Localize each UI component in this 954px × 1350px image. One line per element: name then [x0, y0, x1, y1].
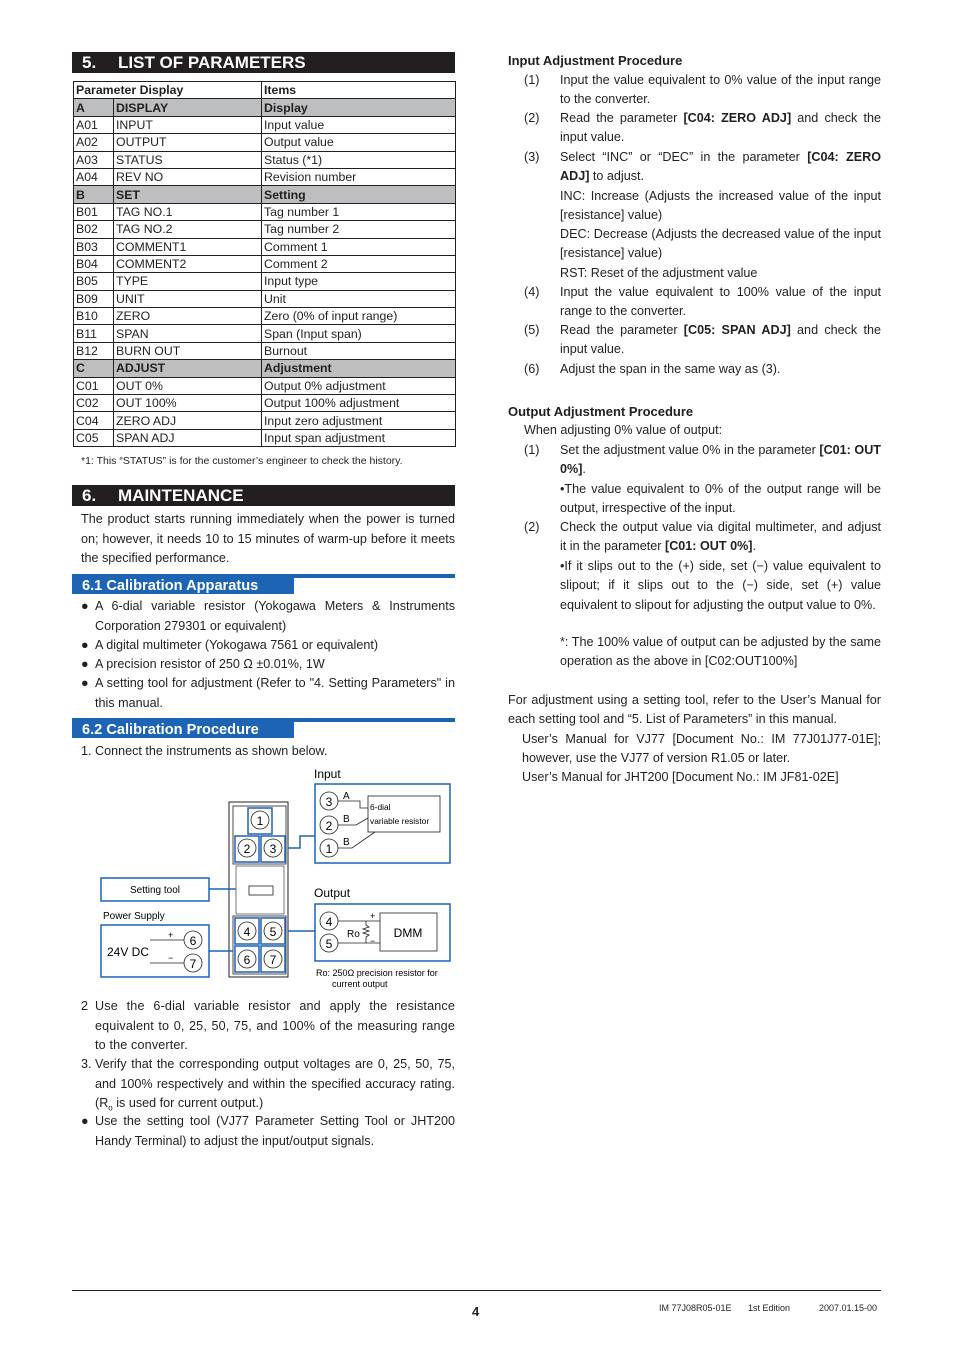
- minus-sign: −: [168, 953, 174, 963]
- resistor-label: variable resistor: [370, 816, 430, 826]
- page-number: 4: [472, 1304, 480, 1319]
- terminal-label: 1: [325, 842, 333, 856]
- output-adj-intro: When adjusting 0% value of output:: [524, 423, 723, 437]
- bullet-item: [81, 1112, 455, 1151]
- step-3-text: Verify that the corresponding output voltages are 0, 25, 50, 75, and 100% respectively and within the specified accuracy rating. (R: [95, 1057, 455, 1110]
- parameter-display: TAG NO.1: [114, 203, 262, 220]
- item-number: (1): [524, 73, 540, 87]
- parameter-code: C02: [74, 395, 114, 412]
- input-wire: [288, 836, 315, 848]
- date: 2007.01.15-00: [819, 1303, 878, 1313]
- parameter-code: C04: [74, 412, 114, 429]
- output-adj-step: [560, 518, 881, 557]
- parameter-item: Output 100% adjustment: [262, 395, 456, 412]
- subsection-title: 6.1 Calibration Apparatus: [72, 578, 294, 594]
- parameter-display: SPAN: [114, 325, 262, 342]
- terminal-a-label: A: [343, 791, 350, 802]
- parameter-item: Unit: [262, 290, 456, 307]
- table-row: [74, 342, 456, 359]
- table-row: [74, 116, 456, 133]
- step-text: Check the output value via digital multimeter, and adjust it in the parameter: [560, 520, 881, 554]
- input-adj-step: [560, 321, 881, 360]
- input-adj-step: Input the value equivalent to 100% value of the input range to the converter.: [560, 285, 881, 319]
- terminal-label: 2: [243, 842, 251, 856]
- step-2-number: 2: [81, 999, 89, 1013]
- parameter-display: ZERO: [114, 308, 262, 325]
- jht200-manual-ref: User’s Manual for JHT200 [Document No.: IM JF81-02E]: [522, 770, 839, 784]
- output-adj-note: •The value equivalent to 0% of the output range will be output, irrespective of the input.: [560, 482, 881, 516]
- input-adj-step: [560, 109, 881, 148]
- step-1: 1. Connect the instruments as shown below.: [81, 744, 328, 758]
- parameter-ref: [C04: ZERO ADJ]: [560, 150, 881, 184]
- terminal-label: 4: [243, 925, 251, 939]
- wiring-diagram: [95, 762, 457, 994]
- terminal-label: 7: [269, 953, 277, 967]
- table-row: [74, 168, 456, 185]
- subsection-6-2-heading: [72, 718, 455, 738]
- parameter-item: Output 0% adjustment: [262, 377, 456, 394]
- output-adj-note: *: The 100% value of output can be adjusted by the same operation as the above in [C02:OUT100%]: [560, 635, 881, 669]
- minus-sign: −: [370, 936, 376, 946]
- parameter-item: Tag number 1: [262, 203, 456, 220]
- section-title: LIST OF PARAMETERS: [118, 53, 306, 72]
- step-text: and check the input value.: [560, 323, 881, 357]
- parameter-display: ZERO ADJ: [114, 412, 262, 429]
- bullet-text: A setting tool for adjustment (Refer to "4. Setting Parameters" in this manual.: [95, 676, 455, 710]
- edition: 1st Edition: [748, 1303, 791, 1313]
- table-row: [74, 203, 456, 220]
- parameter-code: B05: [74, 273, 114, 290]
- terminal-label: 7: [189, 957, 197, 971]
- step-text: and check the input value.: [560, 111, 881, 145]
- parameter-display: OUTPUT: [114, 134, 262, 151]
- document-number: IM 77J08R05-01E: [659, 1303, 732, 1313]
- parameter-ref: [C01: OUT 0%]: [665, 539, 753, 554]
- parameter-code: A03: [74, 151, 114, 168]
- ro-note: Ro: 250Ω precision resistor for: [316, 968, 438, 978]
- table-group-row: [74, 99, 456, 116]
- item-number: (3): [524, 150, 540, 164]
- parameter-code: B09: [74, 290, 114, 307]
- closing-paragraph: For adjustment using a setting tool, refer to the User’s Manual for each setting tool and “5. List of Parameters” in this manual.: [508, 693, 881, 727]
- bullet-item: [81, 674, 455, 713]
- table-row: [74, 377, 456, 394]
- parameter-item: Input type: [262, 273, 456, 290]
- item-number: (4): [524, 285, 540, 299]
- bullet-text: A digital multimeter (Yokogawa 7561 or equivalent): [95, 638, 379, 652]
- output-adjustment-title: Output Adjustment Procedure: [508, 404, 694, 419]
- step-3-number: 3.: [81, 1057, 92, 1071]
- parameter-code: A04: [74, 168, 114, 185]
- item-number: (2): [524, 111, 540, 125]
- step-3: [95, 1055, 455, 1118]
- parameter-item: Adjustment: [262, 360, 456, 377]
- parameter-item: Input zero adjustment: [262, 412, 456, 429]
- parameter-code: B04: [74, 255, 114, 272]
- parameter-code: B10: [74, 308, 114, 325]
- table-group-row: [74, 186, 456, 203]
- parameter-item: Display: [262, 99, 456, 116]
- setting-connector: [249, 886, 273, 895]
- terminal-label: 5: [325, 937, 333, 951]
- step-text: .: [752, 539, 756, 554]
- maintenance-intro: The product starts running immediately when the power is turned on; however, it needs 10 to 15 minutes of warm-up before it meets the specified performance.: [81, 512, 455, 565]
- ro-note: current output: [332, 979, 388, 989]
- parameter-code: C01: [74, 377, 114, 394]
- terminal-b-label: B: [343, 837, 350, 848]
- input-label: Input: [314, 767, 341, 781]
- parameter-display: STATUS: [114, 151, 262, 168]
- parameter-code: A02: [74, 134, 114, 151]
- terminal-label: 5: [269, 925, 277, 939]
- terminal-label: 4: [325, 915, 333, 929]
- table-row: [74, 255, 456, 272]
- table-row: [74, 325, 456, 342]
- parameter-item: Setting: [262, 186, 456, 203]
- parameter-ref: [C01: OUT 0%]: [560, 443, 881, 477]
- dmm-label: DMM: [393, 926, 423, 940]
- terminal-b-label: B: [343, 814, 350, 825]
- inc-description: INC: Increase (Adjusts the increased value of the input [resistance] value): [560, 189, 881, 223]
- vj77-manual-ref: User’s Manual for VJ77 [Document No.: IM 77J01J77-01E]; however, use the VJ77 of version R1.05 or later.: [522, 732, 881, 766]
- parameter-code: B03: [74, 238, 114, 255]
- parameter-display: SET: [114, 186, 262, 203]
- step-text: .: [582, 462, 586, 477]
- section-6-heading: [72, 485, 455, 506]
- section-number: 6.: [82, 486, 97, 505]
- table-row: [74, 308, 456, 325]
- table-row: [74, 273, 456, 290]
- power-supply-label: Power Supply: [103, 911, 165, 922]
- table-row: [74, 221, 456, 238]
- parameter-display: OUT 0%: [114, 377, 262, 394]
- parameter-item: Tag number 2: [262, 221, 456, 238]
- input-adj-step: Adjust the span in the same way as (3).: [560, 362, 781, 376]
- table-row: [74, 134, 456, 151]
- step-text: to adjust.: [589, 169, 644, 184]
- parameter-display: OUT 100%: [114, 395, 262, 412]
- output-label: Output: [314, 886, 351, 900]
- parameter-display: COMMENT2: [114, 255, 262, 272]
- item-number: (5): [524, 323, 540, 337]
- terminal-label: 2: [325, 819, 333, 833]
- output-adj-note: •If it slips out to the (+) side, set (−) value equivalent to slipout; if it slips out to the (−) side, set (+) value equivalent to slipout for adjusting the output value to 0%.: [560, 559, 881, 612]
- parameter-display: COMMENT1: [114, 238, 262, 255]
- bullet-icon: ●: [81, 657, 89, 671]
- table-header-cell: Items: [262, 82, 456, 99]
- setting-tool-label: Setting tool: [129, 885, 181, 896]
- parameter-code: B02: [74, 221, 114, 238]
- bullet-icon: ●: [81, 1114, 89, 1128]
- footer-rule: [72, 1290, 881, 1291]
- terminal-label: 1: [256, 814, 264, 828]
- terminal-label: 3: [325, 795, 333, 809]
- ro-label: Ro: [347, 929, 360, 940]
- input-adjustment-title: Input Adjustment Procedure: [508, 53, 683, 68]
- parameter-display: INPUT: [114, 116, 262, 133]
- parameter-item: Output value: [262, 134, 456, 151]
- parameter-display: SPAN ADJ: [114, 429, 262, 446]
- input-adj-step: Input the value equivalent to 0% value of the input range to the converter.: [560, 73, 881, 107]
- parameter-display: UNIT: [114, 290, 262, 307]
- table-row: [74, 395, 456, 412]
- subsection-6-1-heading: [72, 574, 455, 594]
- parameter-code: B11: [74, 325, 114, 342]
- parameter-item: Input value: [262, 116, 456, 133]
- parameter-table: [73, 81, 456, 447]
- step-text: Read the parameter: [560, 323, 684, 337]
- parameter-display: DISPLAY: [114, 99, 262, 116]
- parameter-item: Zero (0% of input range): [262, 308, 456, 325]
- parameter-item: Comment 2: [262, 255, 456, 272]
- parameter-item: Comment 1: [262, 238, 456, 255]
- table-header-row: [74, 82, 456, 99]
- step-3-tail: is used for current output.): [112, 1096, 264, 1110]
- dec-description: DEC: Decrease (Adjusts the decreased value of the input [resistance] value): [560, 227, 881, 261]
- subsection-title: 6.2 Calibration Procedure: [72, 722, 294, 738]
- table-row: [74, 151, 456, 168]
- bullet-item: [81, 655, 455, 675]
- power-supply-voltage: 24V DC: [107, 945, 150, 959]
- bullet-text: A 6-dial variable resistor (Yokogawa Meters & Instruments Corporation 279301 or equivalent): [95, 599, 455, 633]
- table-row: [74, 290, 456, 307]
- plus-sign: +: [370, 911, 376, 921]
- table-group-row: [74, 360, 456, 377]
- parameter-display: TAG NO.2: [114, 221, 262, 238]
- step-text: Select “INC” or “DEC” in the parameter: [560, 150, 808, 164]
- table-header-cell: Parameter Display: [74, 82, 262, 99]
- parameter-code: C: [74, 360, 114, 377]
- step-text: Set the adjustment value 0% in the parameter: [560, 443, 820, 457]
- table-row: [74, 238, 456, 255]
- parameter-item: Status (*1): [262, 151, 456, 168]
- parameter-display: REV NO: [114, 168, 262, 185]
- item-number: (2): [524, 520, 540, 534]
- parameter-item: Burnout: [262, 342, 456, 359]
- output-adj-step: [560, 441, 881, 480]
- parameter-item: Span (Input span): [262, 325, 456, 342]
- item-number: (1): [524, 443, 540, 457]
- bullet-item: [81, 636, 455, 656]
- section-5-heading: [72, 52, 455, 73]
- parameter-item: Revision number: [262, 168, 456, 185]
- parameter-ref: [C05: SPAN ADJ]: [683, 323, 791, 337]
- parameter-display: BURN OUT: [114, 342, 262, 359]
- table-row: [74, 412, 456, 429]
- rst-description: RST: Reset of the adjustment value: [560, 266, 758, 280]
- parameter-ref: [C04: ZERO ADJ]: [683, 111, 792, 125]
- bullet-icon: ●: [81, 676, 89, 690]
- bullet-text: A precision resistor of 250 Ω ±0.01%, 1W: [95, 657, 325, 671]
- item-number: (6): [524, 362, 540, 376]
- parameter-display: TYPE: [114, 273, 262, 290]
- parameter-code: A: [74, 99, 114, 116]
- bullet-icon: ●: [81, 599, 89, 613]
- input-adj-step: [560, 148, 881, 187]
- bullet-icon: ●: [81, 638, 89, 652]
- terminal-label: 6: [243, 953, 251, 967]
- parameter-code: B12: [74, 342, 114, 359]
- section-number: 5.: [82, 53, 97, 72]
- bullet-item: [81, 597, 455, 636]
- parameter-display: ADJUST: [114, 360, 262, 377]
- plus-sign: +: [168, 930, 174, 940]
- parameter-code: B01: [74, 203, 114, 220]
- bullet-text: Use the setting tool (VJ77 Parameter Setting Tool or JHT200 Handy Terminal) to adjust the input/output signals.: [95, 1114, 455, 1148]
- step-text: Read the parameter: [560, 111, 684, 125]
- parameter-code: A01: [74, 116, 114, 133]
- parameter-item: Input span adjustment: [262, 429, 456, 446]
- resistor-label: 6-dial: [370, 802, 391, 812]
- terminal-label: 6: [189, 934, 197, 948]
- parameter-code: B: [74, 186, 114, 203]
- terminal-label: 3: [269, 842, 277, 856]
- parameter-code: C05: [74, 429, 114, 446]
- table-footnote: *1: This “STATUS” is for the customer’s engineer to check the history.: [81, 455, 403, 467]
- table-row: [74, 429, 456, 446]
- step-3-subscript: o: [108, 1103, 113, 1113]
- step-2: Use the 6-dial variable resistor and apply the resistance equivalent to 0, 25, 50, 75, and 100% of the measuring range to the converter.: [95, 999, 455, 1052]
- section-title: MAINTENANCE: [118, 486, 244, 505]
